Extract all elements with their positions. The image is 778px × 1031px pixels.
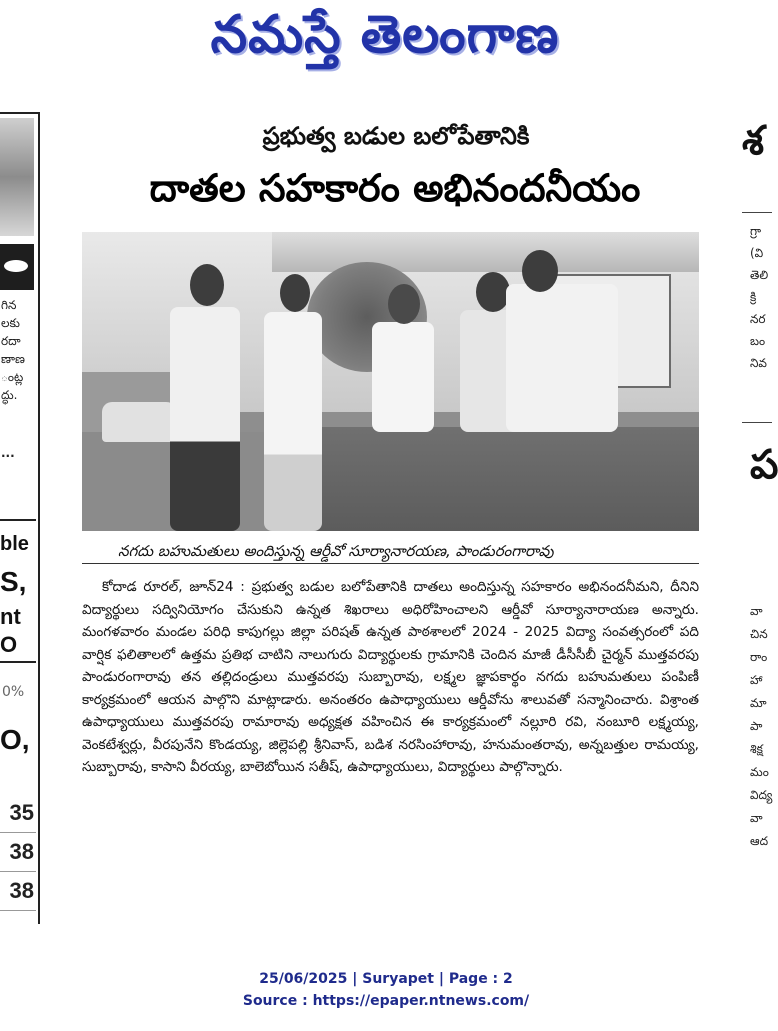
left-column-numbers: 35 38 38 bbox=[0, 794, 36, 911]
right-adjacent-column bbox=[742, 112, 778, 922]
photo-caption: నగదు బహుమతులు అందిస్తున్న ఆర్డీవో సూర్యానారయణ, పాండురంగారావు bbox=[82, 538, 699, 564]
left-column-photo bbox=[0, 118, 34, 236]
right-column-text: గ్రా (వి తెలి క్రి నర బం నివ bbox=[750, 224, 769, 370]
left-adjacent-column: గిన లకు రదా ణాణ ంట్ల ద్ధు. ... ble S, nt O 0% O, 35 38 38 bbox=[0, 112, 40, 924]
divider bbox=[742, 422, 772, 423]
left-column-text: గిన లకు రదా ణాణ ంట్ల ద్ధు. ... bbox=[1, 298, 25, 460]
footer-source: Source : https://epaper.ntnews.com/ bbox=[242, 993, 530, 1009]
article-kicker: ప్రభుత్వ బడుల బలోపేతానికి bbox=[262, 122, 530, 150]
footer-date-edition: 25/06/2025 | Suryapet | Page : 2 bbox=[259, 971, 513, 987]
right-column-text-2: వా చిన రాం హా మా పా శిక్ష మం విద్య వా ఆద bbox=[750, 604, 773, 848]
right-column-headline-2: ప bbox=[750, 442, 778, 488]
divider bbox=[742, 212, 772, 213]
article-body: కోదాడ రూరల్, జూన్24 : ప్రభుత్వ బడుల బలోపేతానికి దాతలు అందిస్తున్న సహకారం అభినందనీమని, దీనిని విద్యార్థులు సద్వినియోగం చేసుకుని ఉన్నత శిఖరాలు అధిరోహించాలని ఆర్డీవో సూర్యానారాయణ అన్నారు. మంగళవారం మండల పరిధి కాపుగల్లు జిల్లా పరిషత్ ఉన్నత పాఠశాలలో 2024 - 2025 విద్యా సంవత్సరంలో పది వార్షిక ఫలితాలలో ఉత్తమ ప్రతిభ చాటిని నాలుగురు విద్యార్థులకు గ్రామానికి చెందిన మాజీ డీసీసీబీ చైర్మన్ ముత్తవరపు పాండురంగారావు తన తల్లిదండ్రులు ముత్తవరపు సుబ్బారావు, లక్ష్మల జ్ఞాపకార్థం నగదు బహుమతులు పంపిణీ కార్యక్రమంలో ఆయన పాల్గొని మాట్లాడారు. అనంతరం ఉపాధ్యాయులు ఆర్డీవోను శాలువతో సన్మానించారు. విశ్రాంత ఉపాధ్యాయులు ముత్తవరపు రామారావు అధ్యక్షత వహించిన ఈ కార్యక్రమంలో నల్లూరి రవి, నంబూరి లక్ష్మయ్య, వెంకటేశ్వర్లు, వీరపునేని కొండయ్య, జిల్లెపల్లి శ్రీనివాస్, బడిశ నరసింహారావు, హనుమంతరావు, అన్నబత్తుల రామయ్య, సుబ్బారావు, కాసాని వీరయ్య, బాలెబోయిన సతీష్, ఉపాధ్యాయులు, విద్యార్థులు పాల్గొన్నారు. bbox=[82, 579, 699, 775]
newspaper-masthead bbox=[150, 2, 620, 80]
page-footer bbox=[0, 968, 772, 1012]
masthead-title: నమస్తే తెలంగాణ bbox=[210, 4, 560, 65]
right-column-headline: శ bbox=[742, 118, 764, 164]
article-photo bbox=[82, 232, 699, 531]
article-headline: దాతల సహకారం అభినందనీయం bbox=[149, 166, 641, 210]
left-column-dark-block bbox=[0, 244, 34, 290]
left-column-advert: ble S, nt O bbox=[0, 519, 36, 663]
